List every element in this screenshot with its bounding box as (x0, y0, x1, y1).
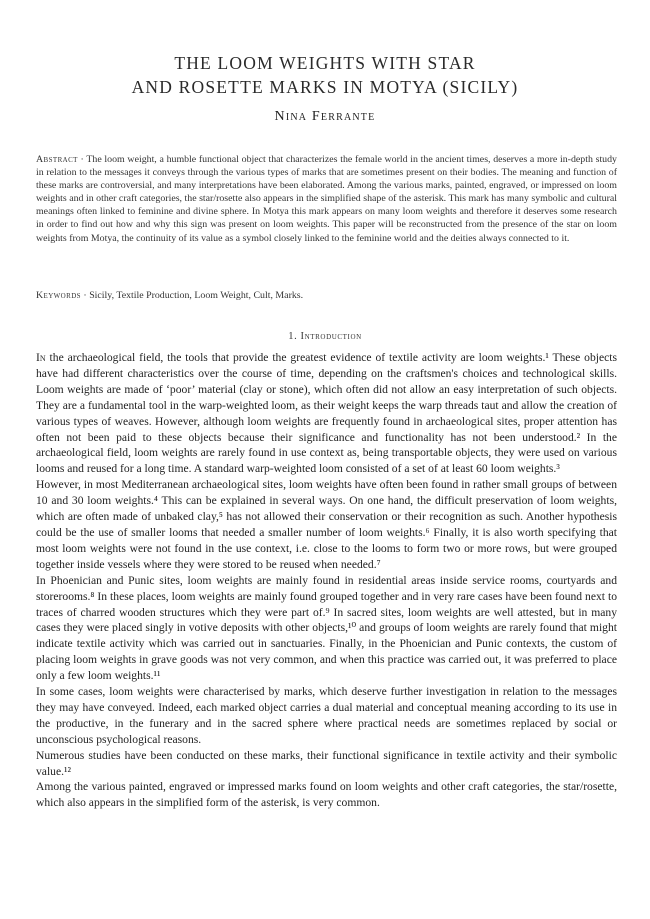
paragraph (36, 748, 617, 780)
paragraph-text: the archaeological field, the tools that provide the greatest evidence of textile activity are loom weights.¹ These objects have had different characteristics over the course of time, depending on the craftsmen's choices and technological skills. Loom weights are made of ‘poor’ material (clay or stone), which often did not allow an easy interpretation of such objects. They are a fundamental tool in the warp-weighted loom, as their weight keeps the warp threads taut and allow the creation of various types of weaves. However, although loom weights are frequently found in archaeological sites, proper attention has often not been paid to these objects because their significance and functionality has not been understood.² In the archaeological field, loom weights are rarely found in use context as, being transportable objects, they were used on various looms and reused for a long time. A standard warp-weighted loom consisted of a set of at least 60 loom weights.³ (36, 351, 617, 476)
paragraph-text: Numerous studies have been conducted on these marks, their functional significance in textile activity and their symbolic value.¹² (36, 748, 617, 778)
keywords-label: Keywords (36, 290, 81, 301)
section-number: 1. (288, 331, 298, 342)
paragraph (36, 684, 617, 748)
paragraph (36, 779, 617, 811)
abstract (36, 153, 617, 245)
paragraph-text: In Phoenician and Punic sites, loom weights are mainly found in residential areas inside service rooms, courtyards and storerooms.⁸ In these places, loom weights are mainly found grouped together and in very rare cases have been found next to traces of charred wooden structures which they were part of.⁹ In sacred sites, loom weights are well attested, but in many cases they were placed singly in votive deposits with other objects,¹⁰ and groups of loom weights are rarely found that might indicate textile activity which was carried out in sanctuaries. Finally, in the Phoenician and Punic contexts, the custom of placing loom weights in grave goods was not very common, and when this practice was carried out, it was preferred to place only a few loom weights.¹¹ (36, 573, 617, 683)
paragraph (36, 477, 617, 572)
keywords (36, 289, 617, 302)
abstract-text: The loom weight, a humble functional object that characterizes the female world in the ancient times, deserves a more in-depth study in relation to the messages it conveys through the various types of marks that are sometimes present on their bodies. The meaning and function of these marks are controversial, and many interpretations have been elaborated. Among the various marks, painted, engraved, or impressed on loom weights and in other craft categories, the star/rosette also appears in the simplified shape of the asterisk. This mark has many symbolic and cultural meanings often linked to feminine and divine sphere. In Motya this mark appears on many loom weights and therefore it deserves some research in order to find out how and why this sign was present on loom weights. This paper will be reconstructed from the presence of the star on loom weights from Motya, the continuity of its value as a symbol closely linked to the feminine world and the deities always connected to it. (36, 154, 617, 244)
body-text (36, 350, 617, 811)
section-heading (0, 331, 650, 342)
paragraph-text: Among the various painted, engraved or impressed marks found on loom weights and other craft categories, the star/rosette, which also appears in the simplified form of the asterisk, is very common. (36, 780, 617, 810)
paragraph (36, 573, 617, 684)
abstract-separator: · (77, 154, 87, 165)
author-name: Nina Ferrante (274, 109, 376, 124)
paragraph-lead: In (36, 351, 46, 364)
section-name: Introduction (300, 331, 362, 342)
keywords-separator: · (80, 290, 90, 301)
paper-title-line-2: AND ROSETTE MARKS IN MOTYA (SICILY) (131, 77, 519, 97)
keywords-text: Sicily, Textile Production, Loom Weight, Cult, Marks. (89, 290, 304, 301)
paragraph (36, 350, 617, 477)
paper-title-line-1: THE LOOM WEIGHTS WITH STAR (174, 53, 476, 73)
paragraph-text: However, in most Mediterranean archaeological sites, loom weights have often been found in rather small groups of between 10 and 30 loom weights.⁴ This can be explained in several ways. On one hand, the difficult preservation of loom weights, which are often made of unbaked clay,⁵ has not allowed their conservation or their recognition as such. Another hypothesis could be the use of smaller looms that needed a smaller number of loom weights.⁶ Finally, it is also worth specifying that most loom weights were not found in the use context, i.e. close to the looms to form two or more rows, but were grouped together inside vessels where they were stored to be reused when needed.⁷ (36, 478, 617, 571)
abstract-label: Abstract (36, 154, 78, 165)
paragraph-text: In some cases, loom weights were characterised by marks, which deserve further investigation in relation to the messages they may have conveyed. Indeed, each marked object carries a dual material and conceptual meaning according to its use in the productive, in the funerary and in the sacred sphere where practical needs are sometimes replaced by social or unconscious psychological reasons. (36, 685, 617, 746)
